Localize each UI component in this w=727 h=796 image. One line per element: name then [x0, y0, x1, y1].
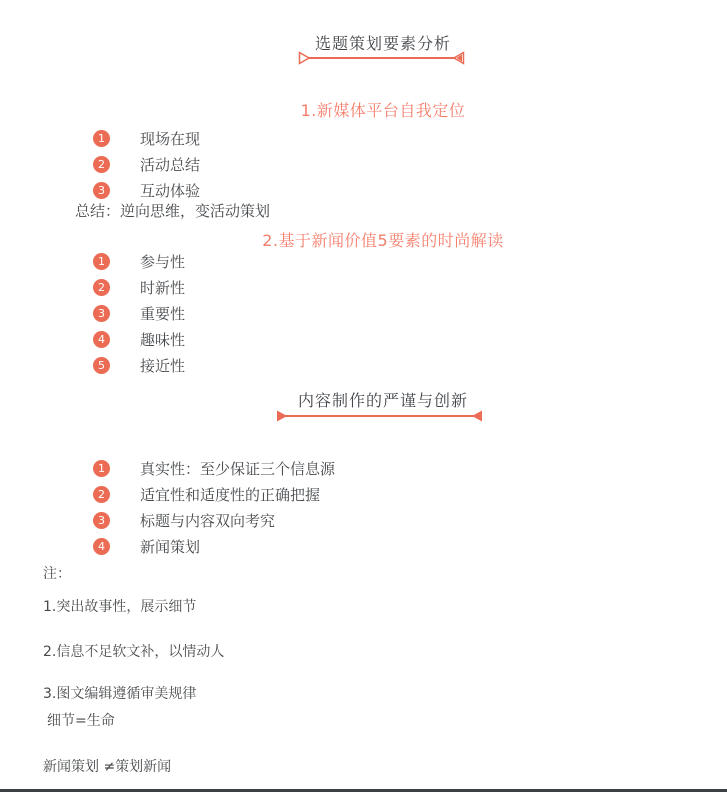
list-item — [93, 455, 335, 481]
list-item-label: 活动总结 — [140, 155, 201, 174]
section-title-content-production: 内容制作的严谨与创新 — [297, 391, 469, 410]
section-title-topic-analysis: 选题策划要素分析 — [314, 34, 452, 53]
list-item — [93, 274, 185, 300]
arrow-divider-icon — [298, 50, 465, 64]
list-item — [93, 352, 185, 378]
list-item-label: 时新性 — [140, 278, 186, 297]
number-badge: 3 — [93, 182, 110, 199]
bottom-border-line — [0, 789, 727, 792]
list-item-label: 互动体验 — [140, 181, 201, 200]
list-item-label: 新闻策划 — [140, 537, 201, 556]
note-line: 3.图文编辑遵循审美规律 — [43, 686, 197, 702]
number-badge: 2 — [93, 486, 110, 503]
list-item-label: 重要性 — [140, 304, 186, 323]
note-equation: 细节=生命 — [47, 713, 115, 729]
numbered-list-news-value — [93, 248, 185, 378]
list-item — [93, 125, 200, 151]
list-item — [93, 507, 335, 533]
note-line: 1.突出故事性，展示细节 — [43, 599, 197, 615]
number-badge: 1 — [93, 130, 110, 147]
list-item — [93, 533, 335, 559]
list-item-label: 真实性：至少保证三个信息源 — [140, 459, 336, 478]
list-item-label: 现场在现 — [140, 129, 201, 148]
list-item — [93, 300, 185, 326]
list-item-label: 参与性 — [140, 252, 186, 271]
list-item — [93, 326, 185, 352]
list-item — [93, 248, 185, 274]
note-footer: 新闻策划 ≠策划新闻 — [43, 759, 172, 775]
number-badge: 4 — [93, 538, 110, 555]
number-badge: 5 — [93, 357, 110, 374]
numbered-list-content-rules — [93, 455, 335, 559]
list-item-label: 接近性 — [140, 356, 186, 375]
list-item — [93, 151, 200, 177]
notes-label: 注： — [43, 566, 71, 582]
number-badge: 1 — [93, 460, 110, 477]
numbered-list-platform — [93, 125, 200, 203]
list-item-label: 适宜性和适度性的正确把握 — [140, 485, 321, 504]
number-badge: 4 — [93, 331, 110, 348]
red-heading-platform-positioning: 1.新媒体平台自我定位 — [300, 101, 466, 120]
list-item-label: 趣味性 — [140, 330, 186, 349]
number-badge: 2 — [93, 156, 110, 173]
red-heading-news-value: 2.基于新闻价值5要素的时尚解读 — [262, 231, 504, 250]
arrow-divider-icon — [276, 408, 483, 422]
number-badge: 3 — [93, 305, 110, 322]
list-item-label: 标题与内容双向考究 — [140, 511, 276, 530]
number-badge: 3 — [93, 512, 110, 529]
number-badge: 2 — [93, 279, 110, 296]
number-badge: 1 — [93, 253, 110, 270]
note-line: 2.信息不足软文补，以情动人 — [43, 644, 225, 660]
summary-text: 总结：逆向思维，变活动策划 — [75, 202, 271, 220]
list-item — [93, 481, 335, 507]
